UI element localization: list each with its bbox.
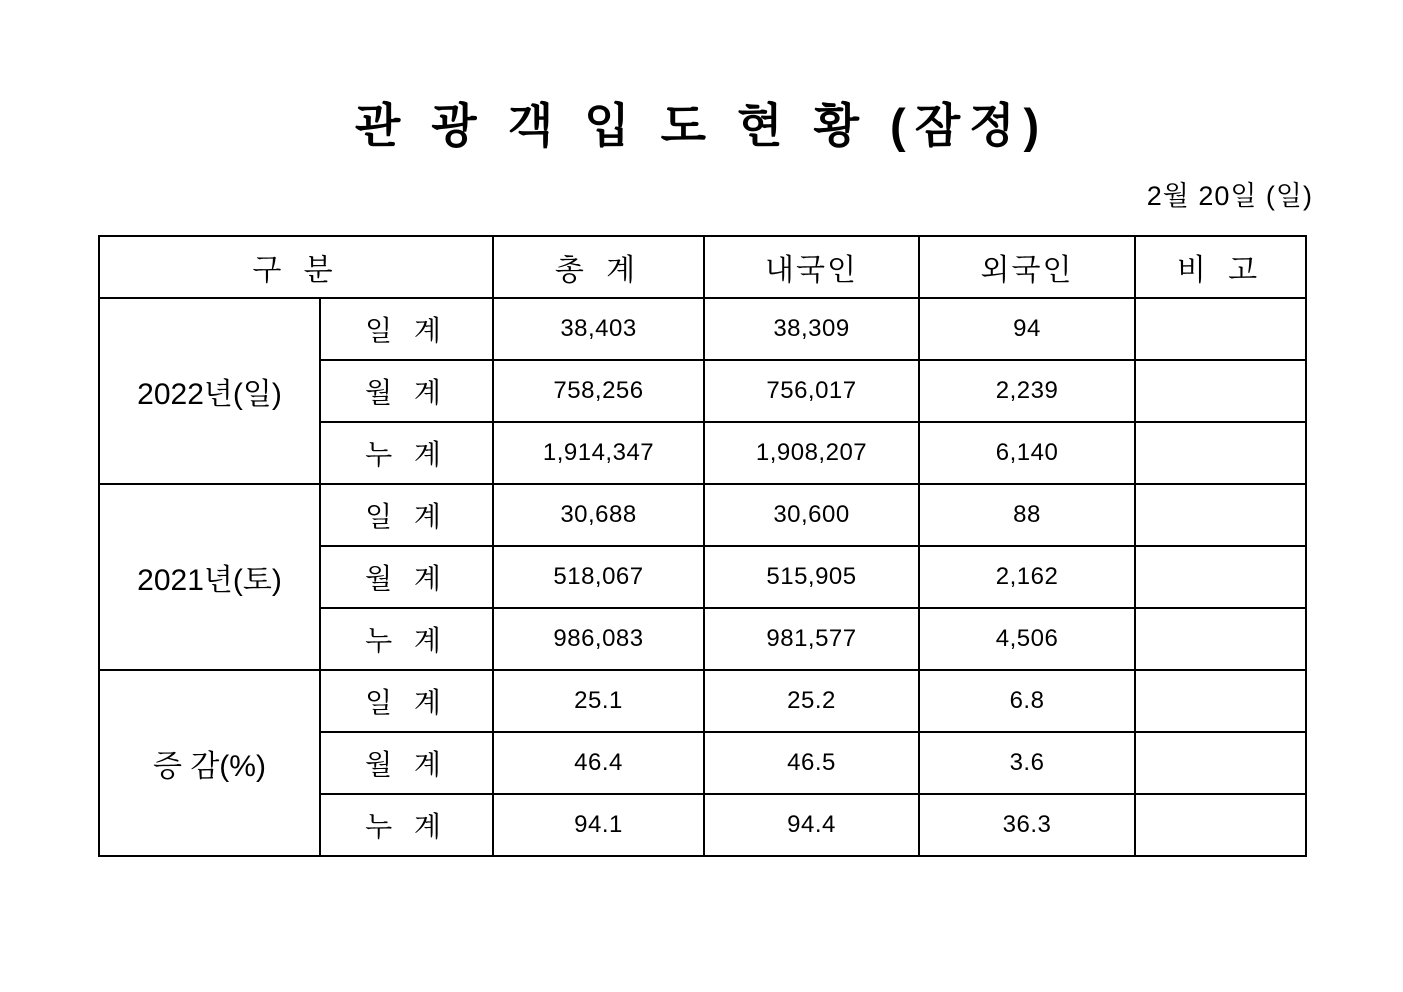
cell-note [1135,422,1306,484]
column-header-total: 총 계 [493,236,704,298]
table-row [99,484,1306,546]
cell-total: 1,914,347 [493,422,704,484]
cell-note [1135,670,1306,732]
cell-note [1135,732,1306,794]
cell-foreign: 3.6 [919,732,1135,794]
cell-foreign: 88 [919,484,1135,546]
tourist-arrivals-table [98,235,1307,857]
cell-note [1135,608,1306,670]
column-header-foreign: 외국인 [919,236,1135,298]
report-date: 2월 20일 (일) [1146,180,1313,211]
table-body [99,298,1306,856]
cell-domestic: 515,905 [704,546,919,608]
group-label-change: 증 감(%) [99,670,320,856]
cell-foreign: 6.8 [919,670,1135,732]
cell-note [1135,298,1306,360]
table-container [0,213,1403,857]
group-label-2021: 2021년(토) [99,484,320,670]
row-sub-label: 월 계 [320,546,493,608]
cell-total: 30,688 [493,484,704,546]
cell-total: 94.1 [493,794,704,856]
cell-note [1135,484,1306,546]
cell-domestic: 94.4 [704,794,919,856]
table-header-row [99,236,1306,298]
cell-domestic: 1,908,207 [704,422,919,484]
cell-total: 986,083 [493,608,704,670]
cell-note [1135,546,1306,608]
cell-total: 38,403 [493,298,704,360]
row-sub-label: 누 계 [320,608,493,670]
row-sub-label: 월 계 [320,360,493,422]
cell-domestic: 756,017 [704,360,919,422]
cell-note [1135,360,1306,422]
table-row [99,670,1306,732]
row-sub-label: 월 계 [320,732,493,794]
page-title: 관 광 객 입 도 현 황 (잠정) [354,99,1049,152]
cell-note [1135,794,1306,856]
column-header-category: 구 분 [99,236,493,298]
cell-total: 758,256 [493,360,704,422]
row-sub-label: 일 계 [320,670,493,732]
row-sub-label: 일 계 [320,484,493,546]
column-header-domestic: 내국인 [704,236,919,298]
cell-domestic: 981,577 [704,608,919,670]
cell-domestic: 25.2 [704,670,919,732]
cell-domestic: 30,600 [704,484,919,546]
table-row [99,298,1306,360]
column-header-note: 비 고 [1135,236,1306,298]
group-label-2022: 2022년(일) [99,298,320,484]
cell-foreign: 2,239 [919,360,1135,422]
table-header [99,236,1306,298]
cell-domestic: 46.5 [704,732,919,794]
cell-foreign: 6,140 [919,422,1135,484]
cell-foreign: 2,162 [919,546,1135,608]
cell-total: 518,067 [493,546,704,608]
cell-total: 25.1 [493,670,704,732]
cell-foreign: 36.3 [919,794,1135,856]
cell-domestic: 38,309 [704,298,919,360]
cell-total: 46.4 [493,732,704,794]
row-sub-label: 누 계 [320,422,493,484]
row-sub-label: 누 계 [320,794,493,856]
row-sub-label: 일 계 [320,298,493,360]
cell-foreign: 4,506 [919,608,1135,670]
cell-foreign: 94 [919,298,1135,360]
